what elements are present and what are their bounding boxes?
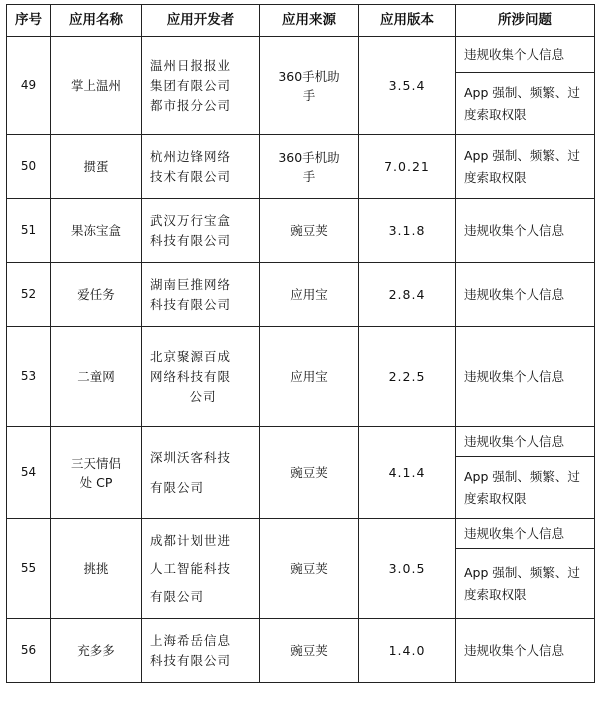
row-no: 51	[7, 199, 51, 263]
row-problem: 违规收集个人信息	[456, 37, 595, 73]
app-issues-table	[6, 4, 595, 683]
col-header-problem: 所涉问题	[456, 5, 595, 37]
row-problem: App 强制、频繁、过度索取权限	[456, 457, 595, 519]
row-source: 豌豆荚	[260, 619, 359, 683]
row-version: 2.2.5	[359, 327, 456, 427]
table-row	[7, 427, 595, 457]
row-source: 豌豆荚	[260, 427, 359, 519]
table-row	[7, 327, 595, 427]
row-version: 7.0.21	[359, 135, 456, 199]
row-developer: 温州日报报业 集团有限公司 都市报分公司	[142, 37, 260, 135]
row-problem: 违规收集个人信息	[456, 619, 595, 683]
row-no: 54	[7, 427, 51, 519]
row-no: 55	[7, 519, 51, 619]
row-version: 1.4.0	[359, 619, 456, 683]
row-version: 3.1.8	[359, 199, 456, 263]
row-app-name: 三天情侣 处 CP	[51, 427, 142, 519]
table-row	[7, 37, 595, 73]
table-row	[7, 519, 595, 549]
row-problem: 违规收集个人信息	[456, 199, 595, 263]
row-no: 50	[7, 135, 51, 199]
row-problem: 违规收集个人信息	[456, 427, 595, 457]
row-source: 360手机助 手	[260, 135, 359, 199]
row-app-name: 掼蛋	[51, 135, 142, 199]
row-no: 56	[7, 619, 51, 683]
row-app-name: 掌上温州	[51, 37, 142, 135]
row-source: 应用宝	[260, 327, 359, 427]
col-header-developer: 应用开发者	[142, 5, 260, 37]
col-header-source: 应用来源	[260, 5, 359, 37]
row-problem: 违规收集个人信息	[456, 263, 595, 327]
row-developer: 杭州边锋网络 技术有限公司	[142, 135, 260, 199]
row-app-name: 爱任务	[51, 263, 142, 327]
table-row	[7, 135, 595, 199]
row-no: 49	[7, 37, 51, 135]
row-version: 3.0.5	[359, 519, 456, 619]
row-problem: App 强制、频繁、过度索取权限	[456, 135, 595, 199]
col-header-no: 序号	[7, 5, 51, 37]
row-developer: 武汉万行宝盒 科技有限公司	[142, 199, 260, 263]
row-version: 3.5.4	[359, 37, 456, 135]
row-source: 应用宝	[260, 263, 359, 327]
row-version: 4.1.4	[359, 427, 456, 519]
row-source: 豌豆荚	[260, 519, 359, 619]
row-no: 53	[7, 327, 51, 427]
row-version: 2.8.4	[359, 263, 456, 327]
table-row	[7, 263, 595, 327]
row-app-name: 挑挑	[51, 519, 142, 619]
col-header-version: 应用版本	[359, 5, 456, 37]
row-problem: 违规收集个人信息	[456, 327, 595, 427]
row-app-name: 充多多	[51, 619, 142, 683]
row-source: 360手机助 手	[260, 37, 359, 135]
row-developer: 湖南巨推网络 科技有限公司	[142, 263, 260, 327]
row-source: 豌豆荚	[260, 199, 359, 263]
row-no: 52	[7, 263, 51, 327]
row-developer: 北京聚源百成 网络科技有限 公司	[142, 327, 260, 427]
row-app-name: 果冻宝盒	[51, 199, 142, 263]
row-app-name: 二童网	[51, 327, 142, 427]
row-developer: 成都计划世进 人工智能科技 有限公司	[142, 519, 260, 619]
table-row	[7, 619, 595, 683]
row-problem: App 强制、频繁、过度索取权限	[456, 549, 595, 619]
col-header-app-name: 应用名称	[51, 5, 142, 37]
row-developer: 深圳沃客科技 有限公司	[142, 427, 260, 519]
row-problem: App 强制、频繁、过度索取权限	[456, 73, 595, 135]
row-problem: 违规收集个人信息	[456, 519, 595, 549]
table-row	[7, 199, 595, 263]
header-row	[7, 5, 595, 37]
row-developer: 上海希岳信息 科技有限公司	[142, 619, 260, 683]
